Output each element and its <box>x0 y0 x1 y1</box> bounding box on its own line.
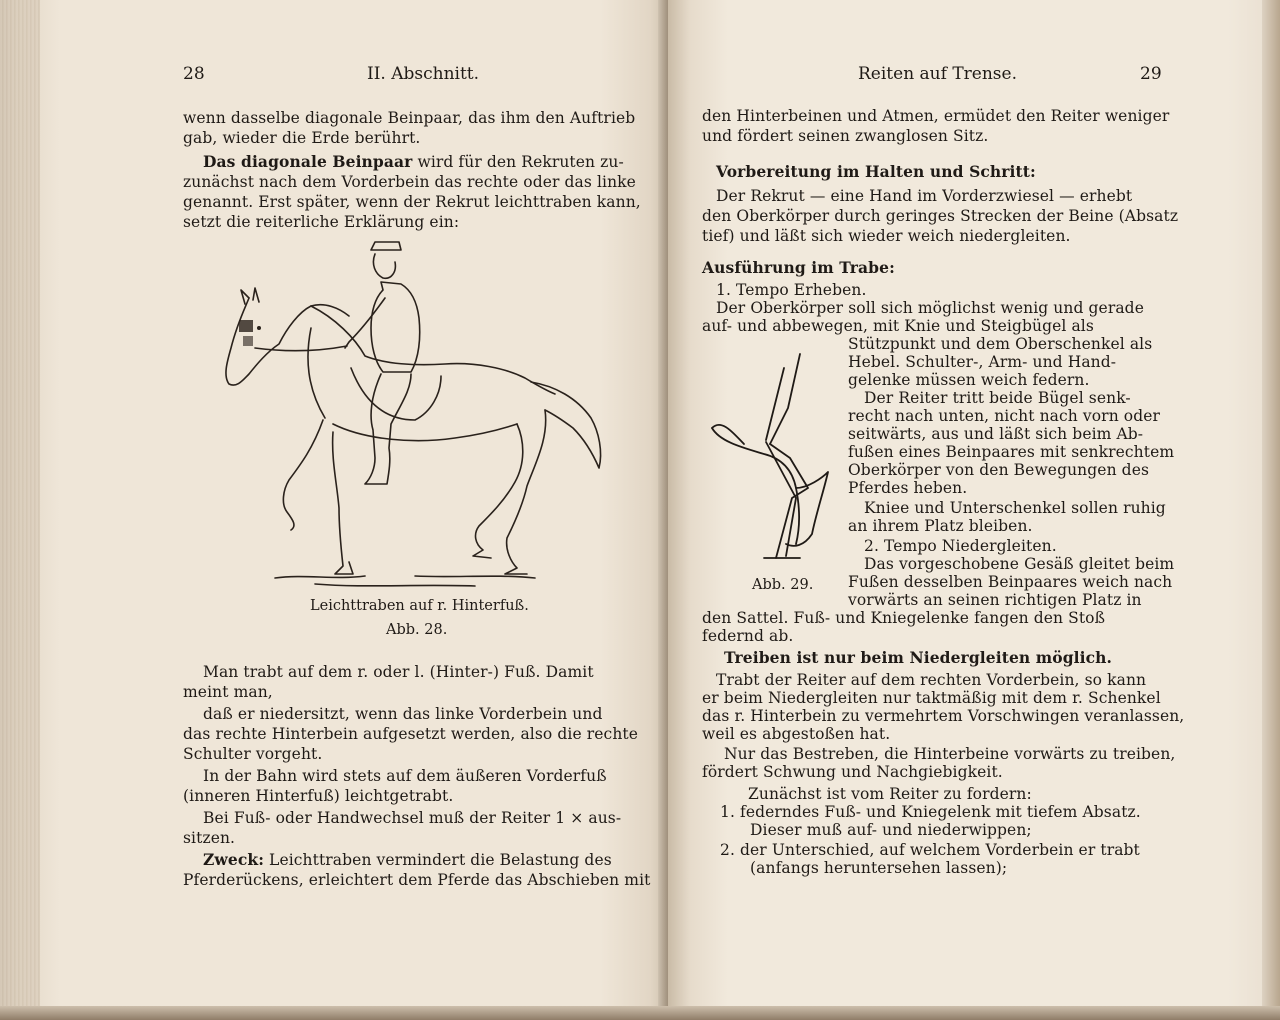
right-line-8: auf- und abbewegen, mit Knie und Steigbügel als <box>702 317 1094 335</box>
right-page <box>668 0 1280 1020</box>
left-line-4: genannt. Erst später, wenn der Rekrut leichttraben kann, <box>183 193 641 211</box>
right-running-head: Reiten auf Trense. <box>858 64 1017 84</box>
right-line-6: 1. Tempo Erheben. <box>716 281 867 299</box>
right-page-number: 29 <box>1140 64 1162 84</box>
left-page-number: 28 <box>183 64 205 84</box>
left-line-9: das rechte Hinterbein aufgesetzt werden, also die rechte <box>183 725 639 743</box>
horse-rider-illustration <box>215 228 615 593</box>
right-line-19: Dieser muß auf- und niederwippen; <box>750 821 1032 839</box>
left-line-10: Schulter vorgeht. <box>183 745 323 763</box>
right-line-1: den Hinterbeinen und Atmen, ermüdet den Reiter weniger <box>702 107 1170 125</box>
beside-line-7: fußen eines Beinpaares mit senkrechtem <box>848 443 1175 461</box>
right-line-17: Zunächst ist vom Reiter zu fordern: <box>748 785 1032 803</box>
page-edges-left <box>0 0 40 1020</box>
right-line-2: und fördert seinen zwanglosen Sitz. <box>702 127 989 145</box>
right-line-4: den Oberkörper durch geringes Strecken der Beine (Absatz <box>702 207 1179 225</box>
left-line-1: wenn dasselbe diagonale Beinpaar, das ihm den Auftrieb <box>183 109 636 127</box>
left-line-12: (inneren Hinterfuß) leichtgetrabt. <box>183 787 454 805</box>
left-line-8: daß er niedersitzt, wenn das linke Vorderbein und <box>203 705 603 723</box>
beside-line-11: an ihrem Platz bleiben. <box>848 517 1033 535</box>
beside-line-12: 2. Tempo Niedergleiten. <box>864 537 1057 555</box>
beside-line-3: gelenke müssen weich federn. <box>848 371 1090 389</box>
right-line-16: fördert Schwung und Nachgiebigkeit. <box>702 763 1003 781</box>
right-line-5: tief) und läßt sich wieder weich niedergleiten. <box>702 227 1071 245</box>
left-paragraph-zweck <box>203 850 612 870</box>
left-line-3: zunächst nach dem Vorderbein das rechte oder das linke <box>183 173 636 191</box>
heading-ausfuehrung: Ausführung im Trabe: <box>702 258 895 277</box>
left-line-13: Bei Fuß- oder Handwechsel muß der Reiter 1 × aus- <box>203 809 622 827</box>
saddle-leg-diagram <box>704 348 834 568</box>
right-line-13: das r. Hinterbein zu vermehrtem Vorschwingen veranlassen, <box>702 707 1185 725</box>
page-edges-right <box>1262 0 1280 1020</box>
left-running-head: II. Abschnitt. <box>367 64 480 84</box>
right-line-15: Nur das Bestreben, die Hinterbeine vorwärts zu treiben, <box>724 745 1176 763</box>
right-line-3: Der Rekrut — eine Hand im Vorderzwiesel — erhebt <box>716 187 1133 205</box>
heading-treiben: Treiben ist nur beim Niedergleiten möglich. <box>724 648 1113 667</box>
left-line-7: meint man, <box>183 683 273 701</box>
beside-line-4: Der Reiter tritt beide Bügel senk- <box>864 389 1131 407</box>
figure-29-label: Abb. 29. <box>752 577 814 593</box>
right-line-18: 1. federndes Fuß- und Kniegelenk mit tiefem Absatz. <box>720 803 1141 821</box>
right-line-14: weil es abgestoßen hat. <box>702 725 891 743</box>
beside-line-6: seitwärts, aus und läßt sich beim Ab- <box>848 425 1144 443</box>
beside-line-14: Fußen desselben Beinpaares weich nach <box>848 573 1173 591</box>
left-line-2: gab, wieder die Erde berührt. <box>183 129 421 147</box>
left-paragraph-diagonal <box>203 152 624 172</box>
left-line-11: In der Bahn wird stets auf dem äußeren Vorderfuß <box>203 767 607 785</box>
right-line-10: federnd ab. <box>702 627 794 645</box>
beside-line-8: Oberkörper von den Bewegungen des <box>848 461 1150 479</box>
right-line-20: 2. der Unterschied, auf welchem Vorderbein er trabt <box>720 841 1140 859</box>
zweck-rest: Leichttraben vermindert die Belastung des <box>264 851 612 869</box>
right-line-12: er beim Niedergleiten nur taktmäßig mit dem r. Schenkel <box>702 689 1161 707</box>
left-line-5: setzt die reiterliche Erklärung ein: <box>183 213 460 231</box>
beside-line-15: vorwärts an seinen richtigen Platz in <box>848 591 1142 609</box>
bold-term-rest: wird für den Rekruten zu- <box>412 153 624 171</box>
right-line-9: den Sattel. Fuß- und Kniegelenke fangen den Stoß <box>702 609 1106 627</box>
beside-line-2: Hebel. Schulter-, Arm- und Hand- <box>848 353 1117 371</box>
right-line-21: (anfangs heruntersehen lassen); <box>750 859 1008 877</box>
beside-line-10: Kniee und Unterschenkel sollen ruhig <box>864 499 1166 517</box>
heading-vorbereitung: Vorbereitung im Halten und Schritt: <box>716 162 1036 181</box>
beside-line-1: Stützpunkt und dem Oberschenkel als <box>848 335 1153 353</box>
figure-28-caption: Leichttraben auf r. Hinterfuß. <box>310 598 529 614</box>
left-line-15: Pferderückens, erleichtert dem Pferde das Abschieben mit <box>183 871 651 889</box>
beside-line-9: Pferdes heben. <box>848 479 968 497</box>
book-bottom-edge <box>0 1006 1280 1020</box>
right-line-7: Der Oberkörper soll sich möglichst wenig und gerade <box>716 299 1144 317</box>
left-line-14: sitzen. <box>183 829 236 847</box>
beside-line-5: recht nach unten, nicht nach vorn oder <box>848 407 1161 425</box>
left-line-6: Man trabt auf dem r. oder l. (Hinter-) Fuß. Damit <box>203 663 594 681</box>
figure-28-label: Abb. 28. <box>386 622 448 638</box>
zweck-term: Zweck: <box>203 850 265 869</box>
bold-term: Das diagonale Beinpaar <box>203 152 413 171</box>
beside-line-13: Das vorgeschobene Gesäß gleitet beim <box>864 555 1175 573</box>
right-line-11: Trabt der Reiter auf dem rechten Vorderbein, so kann <box>716 671 1147 689</box>
